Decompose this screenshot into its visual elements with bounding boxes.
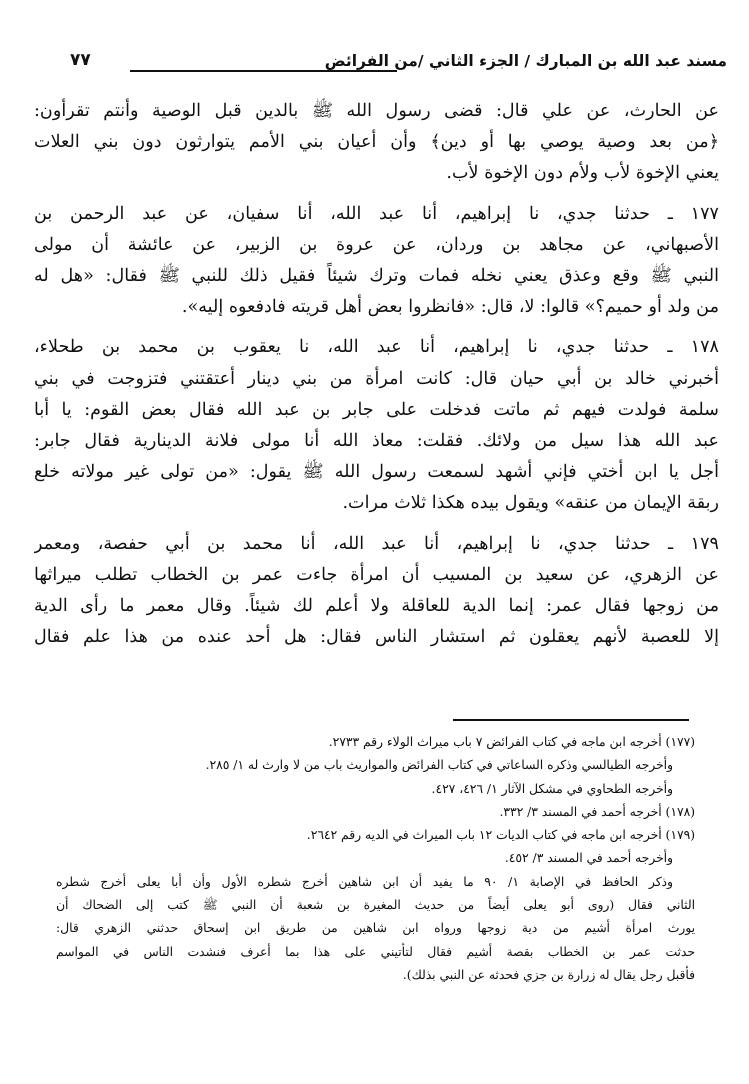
text-line: النبي ﷺ وقع وعذق يعني نخله فمات وترك شيئاً فقيل ذلك للنبي ﷺ فقال: «هل له <box>34 266 719 287</box>
text-line: إلا للعصبة لأنهم يعقلون ثم استشار الناس فقال: هل أحد عنده من هذا علم فقال <box>34 627 719 648</box>
text-line: يعني الإخوة لأب ولأم دون الإخوة لأب. <box>446 163 719 184</box>
footnote-line: (١٧٩) أخرجه ابن ماجه في كتاب الديات ١٢ باب الميراث في الديه رقم ٢٦٤٢. <box>306 828 695 843</box>
footnote-line: وأخرجه أحمد في المسند ٣/ ٤٥٢. <box>504 851 673 866</box>
text-line: من ولد أو حميم؟» قالوا: لا، قال: «فانظروا بعض أهل قريته فادفعوه إليه». <box>181 297 719 318</box>
text-line: الأصبهاني، عن مجاهد بن وردان، عن عروة بن الزبير، عن عائشة أن مولى <box>34 234 719 255</box>
page-number: ٧٧ <box>70 50 91 70</box>
text-line: عن الزهري، عن سعيد بن المسيب أن امرأة جاءت عمر بن الخطاب تطلب ميراثها <box>34 564 719 585</box>
text-line: ١٧٨ ـ حدثنا جدي، نا إبراهيم، أنا عبد الله، نا يعقوب بن محمد بن طحلاء، <box>34 337 719 358</box>
paragraph-intro <box>34 96 719 190</box>
text-line: ربقة الإيمان من عنقه» ويقول بيده هكذا ثلاث مرات. <box>342 493 719 514</box>
text-line: ١٧٩ ـ حدثنا جدي، نا إبراهيم، أنا عبد الله، أنا محمد بن أبي حفصة، ومعمر <box>34 533 719 554</box>
footnote-line: وأخرجه الطحاوي في مشكل الآثار ١/ ٤٢٦، ٤٢٧. <box>431 781 673 796</box>
footnote-line: يورث امرأة أشيم من دية زوجها ورواه ابن شاهين من طريق ابن إسحاق حدثني الزهري قال: <box>56 921 695 936</box>
text-line: أجل يا ابن أختي فإني أشهد لسمعت رسول الله ﷺ يقول: «من تولى غير مولاته خلع <box>34 462 719 483</box>
text-line: ﴿من بعد وصية يوصي بها أو دين﴾ وأن أعيان بني الأمم يتوارثون دون بني العلات <box>34 132 719 153</box>
footnote-line: (١٧٧) أخرجه ابن ماجه في كتاب الفرائض ٧ باب ميراث الولاء رقم ٢٧٣٣. <box>328 735 695 749</box>
text-line: عن الحارث، عن علي قال: قضى رسول الله ﷺ بالدين قبل الوصية وأنتم تقرأون: <box>34 101 719 121</box>
text-line: من زوجها فقال عمر: إنما الدية للعاقلة ولا أعلم لك شيئاً. وقال معمر ما رأى الدية <box>34 596 719 617</box>
footnote-line: الثاني فقال (روى أبو يعلى أيضاً من حديث المغيرة بن شعبة أن النبي ﷺ كتب إلى الضحاك أن <box>56 898 695 913</box>
text-line: ١٧٧ ـ حدثنا جدي، نا إبراهيم، أنا عبد الله، أنا سفيان، عن عبد الرحمن بن <box>34 203 719 224</box>
text-line: سلمة فولدت فيهم ثم ماتت فدخلت على جابر بن عبد الله فقال بعض القوم: يا أبا <box>34 399 719 420</box>
header-rule <box>130 70 397 72</box>
text-line: أخبرني خالد بن أبي حيان قال: كانت امرأة من بني دينار أعتقتني فتزوجت في بني <box>34 368 719 389</box>
main-text <box>34 96 719 662</box>
footnote-line: (١٧٨) أخرجه أحمد في المسند ٣/ ٣٣٢. <box>499 804 695 819</box>
footnote-rule <box>453 719 689 721</box>
footnote-line: وذكر الحافظ في الإصابة ١/ ٩٠ ما يفيد أن ابن شاهين أخرج شطره الأول وأن أبا يعلى أخرج شطره <box>56 874 673 889</box>
footnote-line: وأخرجه الطيالسي وذكره الساعاتي في كتاب الفرائض والمواريث باب من لا وارث له ١/ ٢٨٥. <box>205 758 673 773</box>
footnotes <box>56 731 695 987</box>
header-title: مسند عبد الله بن المبارك / الجزء الثاني /من الفرائض <box>324 52 727 70</box>
paragraph-hadith-177 <box>34 199 719 324</box>
running-header <box>70 48 727 78</box>
footnote-line: فأقبل رجل يقال له زرارة بن جزي فحدثه عن النبي بذلك). <box>402 967 695 982</box>
paragraph-hadith-179 <box>34 529 719 654</box>
paragraph-hadith-178 <box>34 332 719 519</box>
text-line: عبد الله هذا سيل من ولائك. فقلت: معاذ الله أنا مولى فلانة الدينارية فقال جابر: <box>34 431 719 452</box>
footnote-line: حدثت عمر بن الخطاب بقصة أشيم فقال لتأتيني على هذا بما أعرف فنشدت الناس في المواسم <box>56 944 695 959</box>
